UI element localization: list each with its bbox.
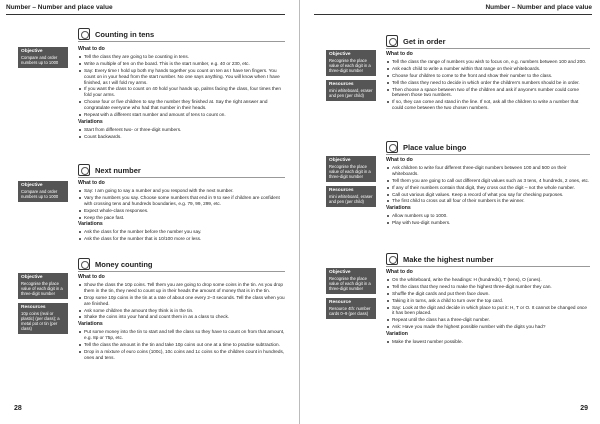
activity-title: Counting in tens: [95, 29, 155, 39]
list-item: Tell the class the range of numbers you wish to focus on, e.g. numbers between 100 and 200.: [386, 59, 590, 65]
list-item: Keep the pace fast.: [78, 215, 285, 221]
right-page: [300, 0, 600, 424]
tag-text: 10p coins (real or plastic) (per class); a metal pot or tin (per class): [21, 311, 60, 331]
activity-body: [78, 179, 285, 243]
list-item: Drop in a mixture of euro coins (100c), 10c coins and 1c coins so the children count in hundreds, ones and tens.: [78, 349, 285, 361]
steps-list: [386, 165, 590, 204]
activity-title: Next number: [95, 165, 141, 175]
tag-text: Resource 4th: number cards 0–9 (per class): [329, 306, 371, 316]
page-number: 28: [14, 405, 22, 412]
section-heading: Variations: [78, 118, 103, 125]
section-heading: Variations: [386, 205, 411, 212]
section-heading: What to do: [78, 274, 105, 280]
tag-text: mini whiteboard, eraser and pen (per child): [329, 88, 373, 98]
side-tags: [18, 181, 68, 206]
list-item: Ask: Have you made the highest possible number with the digits you had?: [386, 324, 590, 330]
section-heading: What to do: [78, 180, 105, 186]
tag-text: Compare and order numbers up to 1000: [21, 55, 59, 65]
variations-list: [78, 329, 285, 361]
list-item: Ask some children the amount they think is in the tin.: [78, 308, 285, 314]
activity-icon: [78, 28, 90, 40]
list-item: Tell the class that they need to make the highest three-digit number they can.: [386, 284, 590, 290]
activity-title-row: [78, 27, 154, 41]
activity-icon: [386, 253, 398, 265]
steps-list: [78, 282, 285, 320]
activity-place-value-bingo: [326, 140, 590, 248]
steps-list: [386, 59, 590, 111]
section-heading: Variations: [78, 321, 103, 328]
activity-icon: [78, 164, 90, 176]
section-heading: Variation: [386, 331, 408, 338]
objective-tag: [326, 50, 376, 76]
objective-tag: [18, 273, 68, 299]
tag-title: Resources: [21, 305, 46, 310]
side-tags: [18, 47, 68, 72]
list-item: Expect whole-class responses.: [78, 208, 285, 214]
list-item: Repeat until the class has a three-digit number.: [386, 317, 590, 323]
side-tags: [326, 156, 376, 211]
variations-list: [78, 127, 285, 140]
activity-title-row: [386, 252, 493, 266]
variations-list: [78, 229, 285, 242]
steps-list: [78, 188, 285, 221]
activity-body: [386, 50, 590, 112]
section-heading: Variations: [78, 221, 103, 228]
activity-title: Place value bingo: [403, 142, 467, 152]
activity-body: [386, 268, 590, 346]
list-item: Tell the class they need to decide in which order the children's numbers should be in order.: [386, 80, 590, 86]
tag-text: Recognise the place value of each digit in a three-digit number: [21, 281, 63, 296]
list-item: Write a multiple of ten on the board. This is the start number, e.g. 40 or 230, etc.: [78, 61, 285, 67]
running-head: Number – Number and place value: [485, 4, 592, 11]
activity-title-row: [78, 163, 141, 177]
list-item: Shake the coins into your hand and count them in as a class to check.: [78, 314, 285, 320]
resources-tag: [18, 303, 68, 334]
list-item: If any of their numbers contain that digit, they cross out the digit – not the whole number.: [386, 185, 590, 191]
activity-icon: [386, 35, 398, 47]
title-rule: [78, 41, 285, 42]
tag-title: Objective: [21, 183, 43, 188]
tag-text: Recognise the place value of each digit in a three-digit number: [329, 164, 371, 179]
resources-tag: [326, 186, 376, 207]
list-item: Choose four children to come to the front and show their number to the class.: [386, 73, 590, 79]
resources-tag: [326, 298, 376, 319]
tag-text: Compare and order numbers up to 1000: [21, 189, 59, 199]
list-item: Tell them you are going to call out different digit values such as 3 tens, 4 hundreds, 2 ones, etc.: [386, 178, 590, 184]
list-item: Allow numbers up to 1000.: [386, 213, 590, 219]
title-rule: [386, 154, 590, 155]
list-item: Repeat with a different start number and amount of tens to count on.: [78, 112, 285, 118]
list-item: Play with two-digit numbers.: [386, 220, 590, 226]
tag-title: Objective: [329, 52, 351, 57]
section-heading: What to do: [78, 46, 105, 52]
list-item: Vary the numbers you say. Choose some numbers that end in 9 to see if children are confident with crossing tens and hundreds boundaries, e.g. 79, 99, 299, etc.: [78, 195, 285, 207]
list-item: Start from different two- or three-digit numbers.: [78, 127, 285, 133]
title-rule: [78, 271, 285, 272]
list-item: Say: Every time I hold up both my hands together you count on ten as I have ten fingers. You count on in your head from the start number. No one says anything. You will know when I have finished, as I will fold my arms.: [78, 68, 285, 86]
activity-title-row: [78, 257, 153, 271]
list-item: Ask each child to write a number within that range on their whiteboards.: [386, 66, 590, 72]
list-item: Shuffle the digit cards and put them face down.: [386, 291, 590, 297]
activity-icon: [78, 258, 90, 270]
activity-icon: [386, 141, 398, 153]
objective-tag: [326, 268, 376, 294]
side-tags: [18, 273, 68, 338]
list-item: Show the class the 10p coins. Tell them you are going to drop some coins in the tin. As you drop them in the tin, they need to count up in their heads the amount of money that is in the tin.: [78, 282, 285, 294]
page-number: 29: [580, 405, 588, 412]
list-item: The first child to cross out all four of their numbers is the winner.: [386, 198, 590, 204]
title-rule: [78, 177, 285, 178]
list-item: Tell the class the amount in the tin and take 10p coins out one at a time to practise subtraction.: [78, 342, 285, 348]
steps-list: [386, 277, 590, 330]
list-item: Say: I am going to say a number and you respond with the next number.: [78, 188, 285, 194]
section-heading: What to do: [386, 51, 413, 57]
tag-title: Resources: [329, 82, 354, 87]
activity-title: Money counting: [95, 259, 153, 269]
resources-tag: [326, 80, 376, 101]
tag-title: Objective: [329, 158, 351, 163]
activity-counting-in-tens: [18, 27, 285, 157]
section-heading: What to do: [386, 269, 413, 275]
variations-list: [386, 213, 590, 226]
side-tags: [326, 50, 376, 105]
list-item: Then choose a space between two of the children and ask if anyone's number could come between those two numbers.: [386, 87, 590, 99]
list-item: Ask children to write four different three-digit numbers between 100 and 500 on their whiteboards.: [386, 165, 590, 177]
list-item: If so, they can come and stand in the line. If not, ask all the children to write a number that could come between the two chosen numbers.: [386, 99, 590, 111]
list-item: Count backwards.: [78, 134, 285, 140]
header-rule: [314, 14, 592, 15]
tag-title: Resource: [329, 300, 351, 305]
activity-next-number: [18, 163, 285, 253]
activity-get-in-order: [326, 34, 590, 138]
steps-list: [78, 54, 285, 118]
list-item: Say: Look at the digit and decide in which place to put it: H, T or O. It cannot be changed once it has been placed.: [386, 305, 590, 317]
tag-text: mini whiteboard, eraser and pen (per child): [329, 194, 373, 204]
objective-tag: [18, 181, 68, 202]
activity-title-row: [386, 34, 446, 48]
tag-title: Objective: [21, 275, 43, 280]
variations-list: [386, 339, 590, 345]
activity-make-the-highest-number: [326, 252, 590, 402]
tag-title: Resources: [329, 188, 354, 193]
objective-tag: [18, 47, 68, 68]
activity-title: Get in order: [403, 36, 446, 46]
activity-body: [78, 45, 285, 141]
list-item: Tell the class they are going to be counting in tens.: [78, 54, 285, 60]
activity-title: Make the highest number: [403, 254, 494, 264]
section-heading: What to do: [386, 157, 413, 163]
tag-title: Objective: [329, 270, 351, 275]
activity-body: [78, 273, 285, 362]
list-item: On the whiteboard, write the headings: H (hundreds), T (tens), O (ones).: [386, 277, 590, 283]
objective-tag: [326, 156, 376, 182]
activity-title-row: [386, 140, 466, 154]
list-item: Make the lowest number possible.: [386, 339, 590, 345]
title-rule: [386, 48, 590, 49]
tag-title: Objective: [21, 49, 43, 54]
list-item: Choose four or five children to say the number they finished at. Say the right answer and congratulate everyone who had that number in their heads.: [78, 99, 285, 111]
side-tags: [326, 268, 376, 323]
list-item: Drop some 10p coins in the tin at a rate of about one every 2–3 seconds. Tell the class when you are finished.: [78, 295, 285, 307]
activity-body: [386, 156, 590, 227]
list-item: Taking it in turns, ask a child to turn over the top card.: [386, 298, 590, 304]
title-rule: [386, 266, 590, 267]
activity-money-counting: [18, 257, 285, 407]
tag-text: Recognise the place value of each digit in a three-digit number: [329, 276, 371, 291]
list-item: If you want the class to count on 40 hold your hands up, palms facing the class, four times then fold your arms.: [78, 86, 285, 98]
list-item: Put some money into the tin to start and tell the class so they have to count on from that amount, e.g. 8p or 75p, etc.: [78, 329, 285, 341]
running-head: Number – Number and place value: [6, 4, 113, 11]
list-item: Ask the class for the number before the number you say.: [78, 229, 285, 235]
tag-text: Recognise the place value of each digit in a three-digit number: [329, 58, 371, 73]
list-item: Call out various digit values. Keep a record of what you say for checking purposes.: [386, 192, 590, 198]
list-item: Ask the class for the number that is 10/100 more or less.: [78, 236, 285, 242]
header-rule: [6, 14, 285, 15]
